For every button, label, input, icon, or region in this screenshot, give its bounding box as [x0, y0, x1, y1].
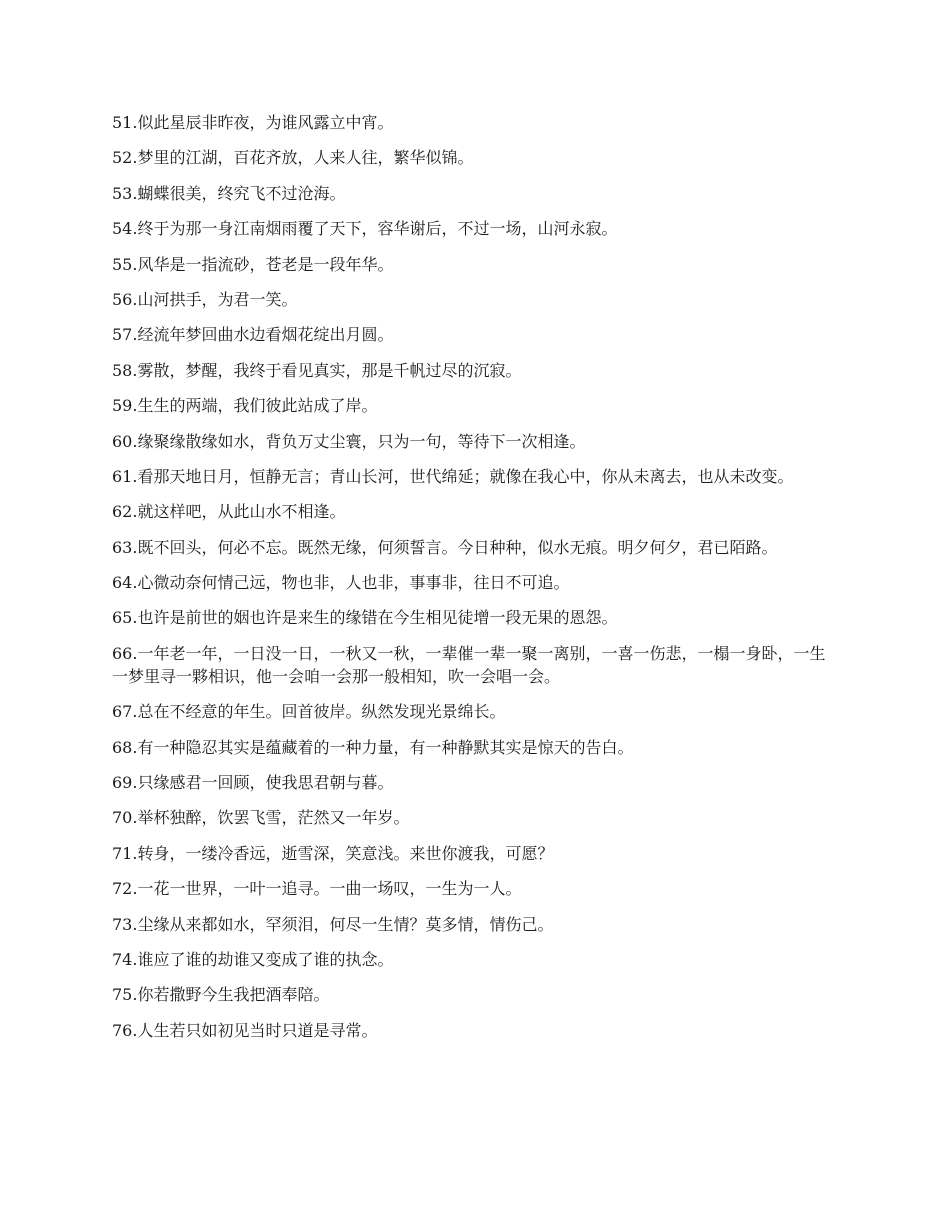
text-line: 68.有一种隐忍其实是蕴藏着的一种力量，有一种静默其实是惊天的告白。	[112, 737, 634, 757]
text-line: 70.举杯独醉，饮罢飞雪，茫然又一年岁。	[112, 808, 410, 828]
text-line: 61.看那天地日月，恒静无言；青山长河，世代绵延；就像在我心中，你从未离去，也从未改变。	[112, 466, 794, 486]
text-line: 66.一年老一年，一日没一日，一秋又一秋，一辈催一辈一聚一离别，一喜一伤悲，一榻一身卧，一生一梦里寻一夥相识，他一会咱一会那一般相知，吹一会唱一会。	[112, 643, 826, 686]
text-line: 53.蝴蝶很美，终究飞不过沧海。	[112, 183, 346, 203]
text-line: 72.一花一世界，一叶一追寻。一曲一场叹，一生为一人。	[112, 879, 522, 899]
text-line: 76.人生若只如初见当时只道是寻常。	[112, 1020, 378, 1040]
text-line: 73.尘缘从来都如水，罕须泪，何尽一生情？莫多情，情伤己。	[112, 914, 554, 934]
text-line: 71.转身，一缕冷香远，逝雪深，笑意浅。来世你渡我，可愿？	[112, 843, 554, 863]
text-line: 56.山河拱手，为君一笑。	[112, 289, 298, 309]
text-line: 64.心微动奈何情己远，物也非，人也非，事事非，往日不可追。	[112, 573, 570, 593]
text-line: 55.风华是一指流砂，苍老是一段年华。	[112, 254, 394, 274]
text-line: 52.梦里的江湖，百花齐放，人来人往，繁华似锦。	[112, 148, 474, 168]
text-line: 69.只缘感君一回顾，使我思君朝与暮。	[112, 773, 394, 793]
text-line: 57.经流年梦回曲水边看烟花绽出月圆。	[112, 325, 394, 345]
text-line: 58.雾散，梦醒，我终于看见真实，那是千帆过尽的沉寂。	[112, 360, 522, 380]
text-line: 59.生生的两端，我们彼此站成了岸。	[112, 396, 378, 416]
text-line: 60.缘聚缘散缘如水，背负万丈尘寰，只为一句，等待下一次相逢。	[112, 431, 586, 451]
text-line: 51.似此星辰非昨夜，为谁风露立中宵。	[112, 113, 394, 132]
text-line: 63.既不回头，何必不忘。既然无缘，何须誓言。今日种种，似水无痕。明夕何夕，君已陌路。	[112, 537, 778, 557]
text-line: 54.终于为那一身江南烟雨覆了天下，容华谢后，不过一场，山河永寂。	[112, 219, 618, 239]
text-line: 65.也许是前世的姻也许是来生的缘错在今生相见徒增一段无果的恩怨。	[112, 608, 618, 628]
text-line: 75.你若撒野今生我把酒奉陪。	[112, 985, 330, 1005]
text-body	[112, 111, 832, 1054]
text-line: 67.总在不经意的年生。回首彼岸。纵然发现光景绵长。	[112, 702, 506, 722]
text-line: 62.就这样吧，从此山水不相逢。	[112, 502, 346, 522]
text-line: 74.谁应了谁的劫谁又变成了谁的执念。	[112, 949, 394, 969]
